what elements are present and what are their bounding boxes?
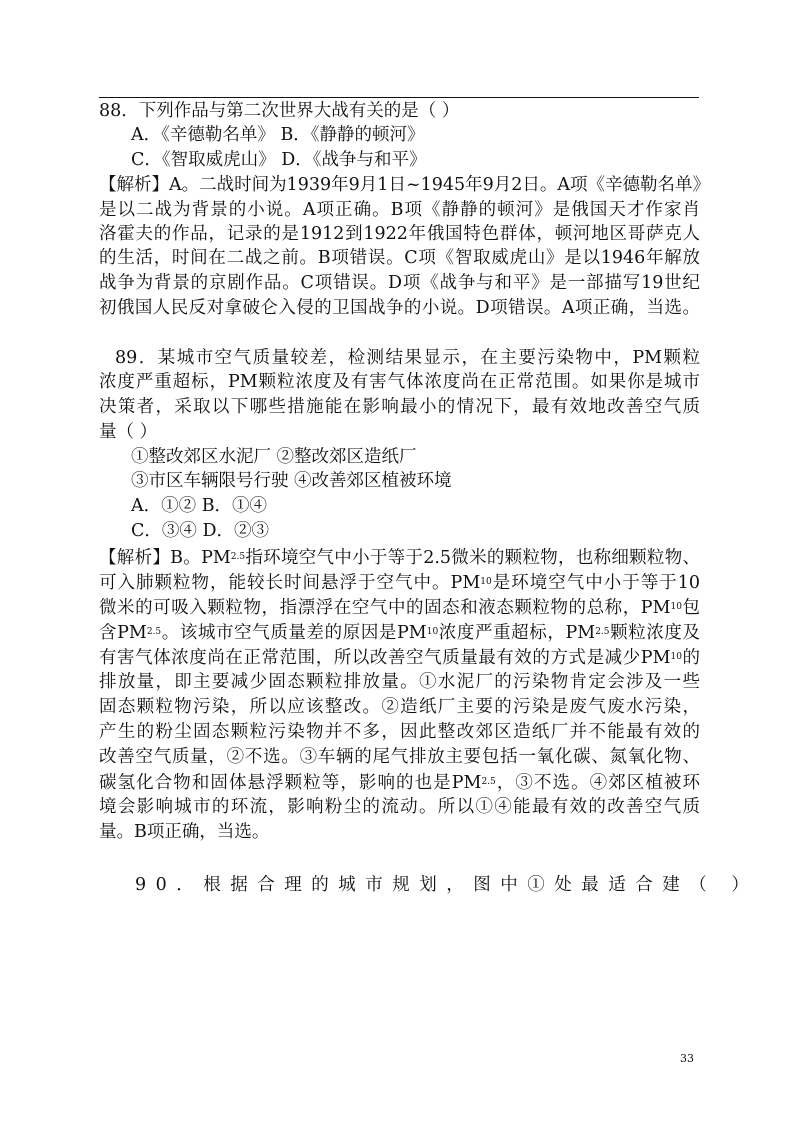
q88-options-line1: A．《辛德勒名单》 B．《静静的顿河》 xyxy=(131,125,425,145)
q89-analysis-line: 微米的可吸入颗粒物，指漂浮在空气中的固态和液态颗粒物的总称，PM$^{10}$包 xyxy=(99,598,701,618)
q89-analysis-line: 有害气体浓度尚在正常范围，所以改善空气质量最有效的方式是减少PM$^{10}$的 xyxy=(99,648,701,668)
q88-options-line2: C．《智取威虎山》 D．《战争与和平》 xyxy=(131,150,427,170)
q89-items-line1: ①整改郊区水泥厂 ②整改郊区造纸厂 xyxy=(131,447,417,467)
q89-question-line: 量（ ） xyxy=(99,422,158,442)
q89-analysis-line: 量。B项正确，当选。 xyxy=(99,822,270,842)
q89-analysis-line: 产生的粉尘固态颗粒污染物并不多，因此整改郊区造纸厂并不能最有效的 xyxy=(99,722,700,742)
q88-analysis-line: 【解析】A。二战时间为1939年9月1日~1945年9月2日。A项《辛德勒名单》 xyxy=(99,175,711,195)
q89-analysis-line: 排放量，即主要减少固态颗粒排放量。①水泥厂的污染物肯定会涉及一些 xyxy=(99,672,700,692)
q89-question-line: 浓度严重超标，PM颗粒浓度及有害气体浓度尚在正常范围。如果你是城市 xyxy=(99,372,700,392)
page-number: 33 xyxy=(680,1052,694,1065)
q89-analysis-line: 可入肺颗粒物，能较长时间悬浮于空气中。PM$^{10}$是环境空气中小于等于10 xyxy=(99,573,700,593)
q89-analysis-line: 改善空气质量，②不选。③车辆的尾气排放主要包括一氧化碳、氮氧化物、 xyxy=(99,747,700,767)
q88-analysis-line: 初俄国人民反对拿破仑入侵的卫国战争的小说。D项错误。A项正确，当选。 xyxy=(99,298,700,318)
q88-analysis-line: 是以二战为背景的小说。A项正确。B项《静静的顿河》是俄国天才作家肖 xyxy=(99,200,700,220)
q89-analysis-line: 境会影响城市的环流，影响粉尘的流动。所以①④能最有效的改善空气质 xyxy=(99,797,700,817)
q89-question-line: 决策者，采取以下哪些措施能在影响最小的情况下，最有效地改善空气质 xyxy=(99,397,700,417)
q89-options-line2: C．③④ D．②③ xyxy=(131,521,269,541)
header-rule xyxy=(99,97,699,98)
q88-analysis-line: 洛霍夫的作品，记录的是1912到1922年俄国特色群体，顿河地区哥萨克人 xyxy=(99,224,700,244)
q89-question-line: 89．某城市空气质量较差，检测结果显示，在主要污染物中，PM颗粒 xyxy=(115,348,700,368)
q89-analysis-line: 固态颗粒物污染，所以应该整改。②造纸厂主要的污染是废气废水污染， xyxy=(99,697,700,717)
q88-question: 88．下列作品与第二次世界大战有关的是（ ） xyxy=(99,101,460,121)
q90-question: 90．根据合理的城市规划，图中①处最适合建（ ） xyxy=(135,875,759,895)
q89-items-line2: ③市区车辆限号行驶 ④改善郊区植被环境 xyxy=(131,471,452,491)
q89-analysis-line: 【解析】B。$PM^{2.5}$指环境空气中小于等于2.5微米的颗粒物，也称细颗粒物、 xyxy=(99,548,700,568)
q89-analysis-line: 含$PM^{2.5}$。该城市空气质量差的原因是PM$^{10}$浓度严重超标，$PM^{2.5}$颗粒浓度及 xyxy=(99,623,701,643)
q89-options-line1: A．①② B．①④ xyxy=(131,496,268,516)
q88-analysis-line: 战争为背景的京剧作品。C项错误。D项《战争与和平》是一部描写19世纪 xyxy=(99,273,700,293)
q88-analysis-line: 的生活，时间在二战之前。B项错误。C项《智取威虎山》是以1946年解放 xyxy=(99,248,700,268)
q89-analysis-line: 碳氢化合物和固体悬浮颗粒等，影响的也是$PM^{2.5}$，③不选。④郊区植被环 xyxy=(99,773,701,793)
